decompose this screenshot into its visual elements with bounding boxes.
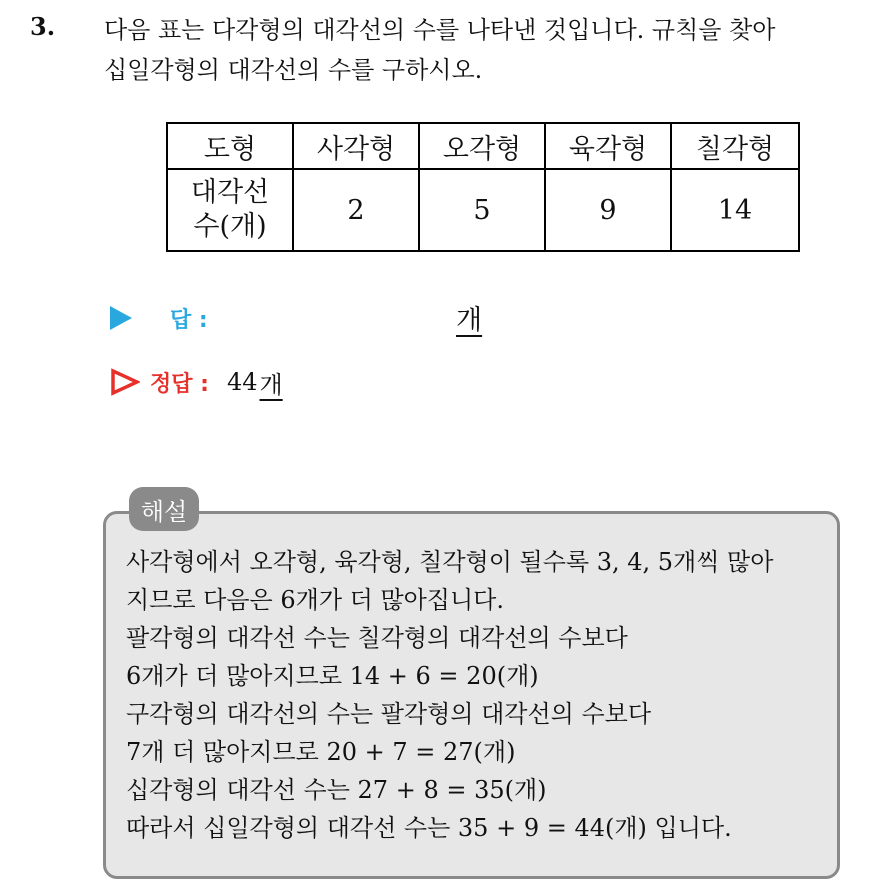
solution-label: 정답 : <box>150 371 209 397</box>
table-header-row <box>167 123 799 169</box>
table-cell: 5 <box>419 169 545 251</box>
question-number: 3. <box>30 12 56 41</box>
explanation-line: 6개가 더 많아지므로 14 + 6 = 20(개) <box>126 662 539 690</box>
question-line: 십일각형의 대각선의 수를 구하시오. <box>104 56 483 84</box>
question-text <box>104 10 874 90</box>
table-cell: 2 <box>293 169 419 251</box>
explanation-line: 지므로 다음은 6개가 더 많아집니다. <box>126 586 504 614</box>
solution-value: 44 <box>226 368 258 396</box>
explanation-text <box>126 543 773 847</box>
answer-row <box>110 298 208 338</box>
table-header-cell: 도형 <box>167 123 293 169</box>
explanation-line: 따라서 십일각형의 대각선 수는 35 + 9 = 44(개) 입니다. <box>126 814 732 842</box>
diagonal-table <box>166 122 800 252</box>
row-label-line: 대각선 <box>190 177 270 208</box>
solution-row <box>110 362 283 402</box>
explanation-line: 사각형에서 오각형, 육각형, 칠각형이 될수록 3, 4, 5개씩 많아 <box>126 548 774 576</box>
table-header-cell: 오각형 <box>419 123 545 169</box>
answer-label: 답 : <box>170 307 208 333</box>
explanation-line: 구각형의 대각선의 수는 팔각형의 대각선의 수보다 <box>126 700 652 728</box>
explanation-line: 팔각형의 대각선 수는 칠각형의 대각선의 수보다 <box>126 624 628 652</box>
table-row <box>167 169 799 251</box>
answer-unit: 개 <box>456 305 483 336</box>
table-header-cell: 칠각형 <box>671 123 799 169</box>
explanation-tab: 해설 <box>129 487 199 531</box>
question-line: 다음 표는 다각형의 대각선의 수를 나타낸 것입니다. 규칙을 찾아 <box>104 16 776 44</box>
explanation-line: 7개 더 많아지므로 20 + 7 = 27(개) <box>126 738 516 766</box>
table-row-label <box>167 169 293 251</box>
row-label-line: 수(개) <box>193 211 267 242</box>
table-header-cell: 사각형 <box>293 123 419 169</box>
play-triangle-outline-icon <box>110 368 140 396</box>
table-cell: 14 <box>671 169 799 251</box>
table-header-cell: 육각형 <box>545 123 671 169</box>
play-triangle-icon <box>110 306 132 330</box>
table-cell: 9 <box>545 169 671 251</box>
explanation-line: 십각형의 대각선 수는 27 + 8 = 35(개) <box>126 776 547 804</box>
solution-unit: 개 <box>259 370 283 399</box>
